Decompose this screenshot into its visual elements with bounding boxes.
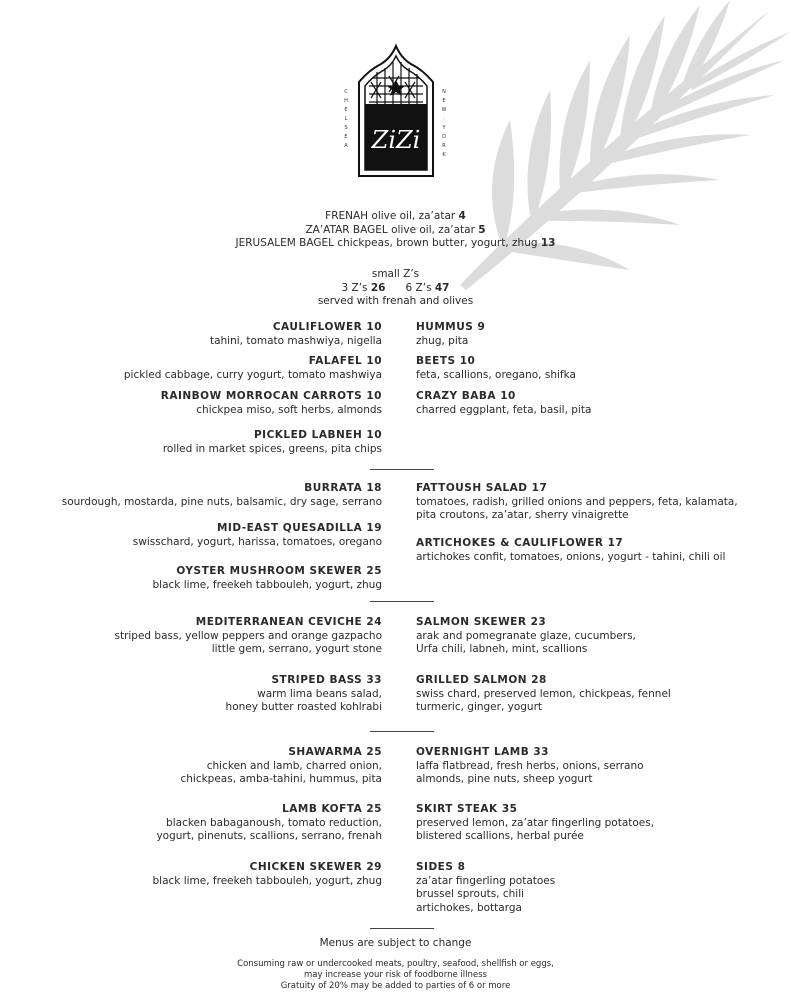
menu-item-name: HUMMUS 9	[416, 321, 486, 333]
menu-item	[153, 565, 383, 592]
menu-item-description: black lime, freekeh tabbouleh, yogurt, zhug	[152, 874, 382, 887]
menu-item-description: blistered scallions, herbal purée	[416, 830, 584, 842]
menu-item-description: swisschard, yogurt, harissa, tomatoes, oregano	[132, 535, 382, 548]
palm-leaf-illustration	[440, 0, 791, 300]
menu-item-description: arak and pomegranate glaze, cucumbers,	[416, 629, 636, 642]
menu-item-name: GRILLED SALMON 28	[416, 674, 547, 686]
logo-left-vertical-text: C H E L S E A	[344, 89, 348, 149]
menu-item-description: za’atar fingerling potatoes	[416, 874, 556, 887]
menu-item-description: zhug, pita	[416, 334, 469, 347]
menu-item-description: Urfa chili, labneh, mint, scallions	[416, 643, 588, 655]
menu-item-description: little gem, serrano, yogurt stone	[211, 643, 382, 655]
menu-item	[161, 390, 382, 417]
menu-item	[114, 616, 382, 657]
menu-item-description: pita croutons, za’atar, sherry vinaigrette	[416, 509, 629, 521]
small-zs-options: 3 Z’s 26 6 Z’s 47	[341, 281, 450, 294]
menu-item	[226, 674, 382, 715]
menu-item-description: chickpea miso, soft herbs, almonds	[196, 403, 382, 416]
menu-item-name: BEETS 10	[416, 355, 476, 367]
footer-gratuity: Gratuity of 20% may be added to parties of 6 or more	[280, 981, 511, 991]
menu-item	[416, 674, 671, 715]
menu-item-name: SALMON SKEWER 23	[416, 616, 547, 628]
menu-item-name: LAMB KOFTA 25	[282, 803, 382, 815]
small-zs-section	[0, 268, 791, 309]
menu-item	[416, 537, 725, 564]
menu-item-description: chickpeas, amba-tahini, hummus, pita	[180, 773, 382, 785]
menu-item-name: SHAWARMA 25	[288, 746, 382, 758]
menu-item	[153, 861, 383, 888]
menu-item	[133, 522, 382, 549]
footer-disclaimer	[0, 959, 791, 992]
menu-item	[416, 616, 636, 657]
logo-right-vertical-text: N E W · Y O R K	[441, 89, 447, 158]
menu-item-name: PICKLED LABNEH 10	[253, 429, 382, 441]
menu-item-description: feta, scallions, oregano, shifka	[416, 368, 576, 381]
menu-item-name: MID-EAST QUESADILLA 19	[216, 522, 382, 534]
menu-item-name: STRIPED BASS 33	[271, 674, 382, 686]
menu-item-description: warm lima beans salad,	[257, 687, 382, 700]
menu-item-name: CHICKEN SKEWER 29	[249, 861, 382, 873]
menu-item-description: sourdough, mostarda, pine nuts, balsamic, dry sage, serrano	[61, 495, 382, 508]
menu-item-name: RAINBOW MORROCAN CARROTS 10	[160, 390, 382, 402]
menu-item-description: charred eggplant, feta, basil, pita	[416, 403, 592, 416]
menu-item	[163, 429, 382, 456]
menu-item-description: blacken babaganoush, tomato reduction,	[166, 816, 382, 829]
breads-section	[0, 210, 791, 251]
menu-item-description: turmeric, ginger, yogurt	[416, 701, 543, 713]
menu-item-jerusalem-bagel: JERUSALEM BAGEL chickpeas, brown butter, yogurt, zhug 13	[235, 237, 556, 249]
menu-item-description: pickled cabbage, curry yogurt, tomato mashwiya	[123, 368, 382, 381]
menu-item-name: MEDITERRANEAN CEVICHE 24	[195, 616, 382, 628]
menu-item-zaatar-bagel: ZA’ATAR BAGEL olive oil, za’atar 5	[305, 223, 486, 236]
footer-warning-1: Consuming raw or undercooked meats, poultry, seafood, shellfish or eggs,	[237, 959, 554, 969]
menu-item	[416, 746, 644, 787]
menu-item-description: striped bass, yellow peppers and orange gazpacho	[114, 629, 382, 642]
menu-item-description: tomatoes, radish, grilled onions and peppers, feta, kalamata,	[416, 495, 738, 508]
section-divider	[370, 601, 434, 602]
menu-item	[416, 355, 576, 382]
logo-wordmark: ZiZi	[371, 126, 421, 154]
footer-warning-2: may increase your risk of foodborne illness	[304, 970, 487, 980]
menu-item-description: tahini, tomato mashwiya, nigella	[209, 334, 382, 347]
menu-item-name: OVERNIGHT LAMB 33	[416, 746, 549, 758]
menu-item-name: OYSTER MUSHROOM SKEWER 25	[176, 565, 382, 577]
section-divider	[370, 469, 434, 470]
section-divider	[370, 731, 434, 732]
menu-item-name: CAULIFLOWER 10	[272, 321, 382, 333]
menu-item-description: swiss chard, preserved lemon, chickpeas, fennel	[416, 687, 671, 700]
small-zs-note: served with frenah and olives	[317, 295, 474, 307]
menu-item-name: FATTOUSH SALAD 17	[416, 482, 548, 494]
menu-item-description: chicken and lamb, charred onion,	[206, 759, 382, 772]
menu-item-name: FALAFEL 10	[308, 355, 382, 367]
menu-item	[416, 321, 485, 348]
menu-item-name: BURRATA 18	[304, 482, 382, 494]
menu-change-note: Menus are subject to change	[319, 937, 472, 949]
section-divider	[370, 928, 434, 929]
menu-item-description: honey butter roasted kohlrabi	[225, 701, 382, 713]
menu-item-description: brussel sprouts, chili	[416, 888, 525, 900]
menu-item	[416, 482, 738, 523]
menu-item-description: artichokes, bottarga	[416, 901, 522, 914]
menu-item	[416, 390, 591, 417]
menu-item	[416, 803, 654, 844]
small-zs-title: small Z’s	[371, 268, 420, 280]
menu-item-frenah: FRENAH olive oil, za’atar 4	[325, 210, 466, 222]
menu-item	[156, 803, 382, 844]
menu-item-description: laffa flatbread, fresh herbs, onions, serrano	[416, 759, 644, 772]
menu-item-description: artichokes confit, tomatoes, onions, yogurt - tahini, chili oil	[416, 550, 726, 563]
menu-item-name: SKIRT STEAK 35	[416, 803, 518, 815]
menu-item-description: yogurt, pinenuts, scallions, serrano, frenah	[156, 830, 382, 842]
menu-item-description: almonds, pine nuts, sheep yogurt	[416, 773, 593, 785]
menu-item	[62, 482, 382, 509]
menu-item-name: SIDES 8	[416, 861, 466, 873]
menu-item-description: rolled in market spices, greens, pita chips	[162, 442, 382, 455]
menu-item	[180, 746, 382, 787]
menu-item-description: black lime, freekeh tabbouleh, yogurt, zhug	[152, 578, 382, 591]
zizi-logo	[355, 42, 437, 180]
menu-item	[416, 861, 555, 915]
menu-item	[124, 355, 382, 382]
menu-item-name: CRAZY BABA 10	[416, 390, 516, 402]
menu-item	[210, 321, 382, 348]
menu-item-description: preserved lemon, za’atar fingerling potatoes,	[416, 816, 655, 829]
menu-item-name: ARTICHOKES & CAULIFLOWER 17	[416, 537, 624, 549]
